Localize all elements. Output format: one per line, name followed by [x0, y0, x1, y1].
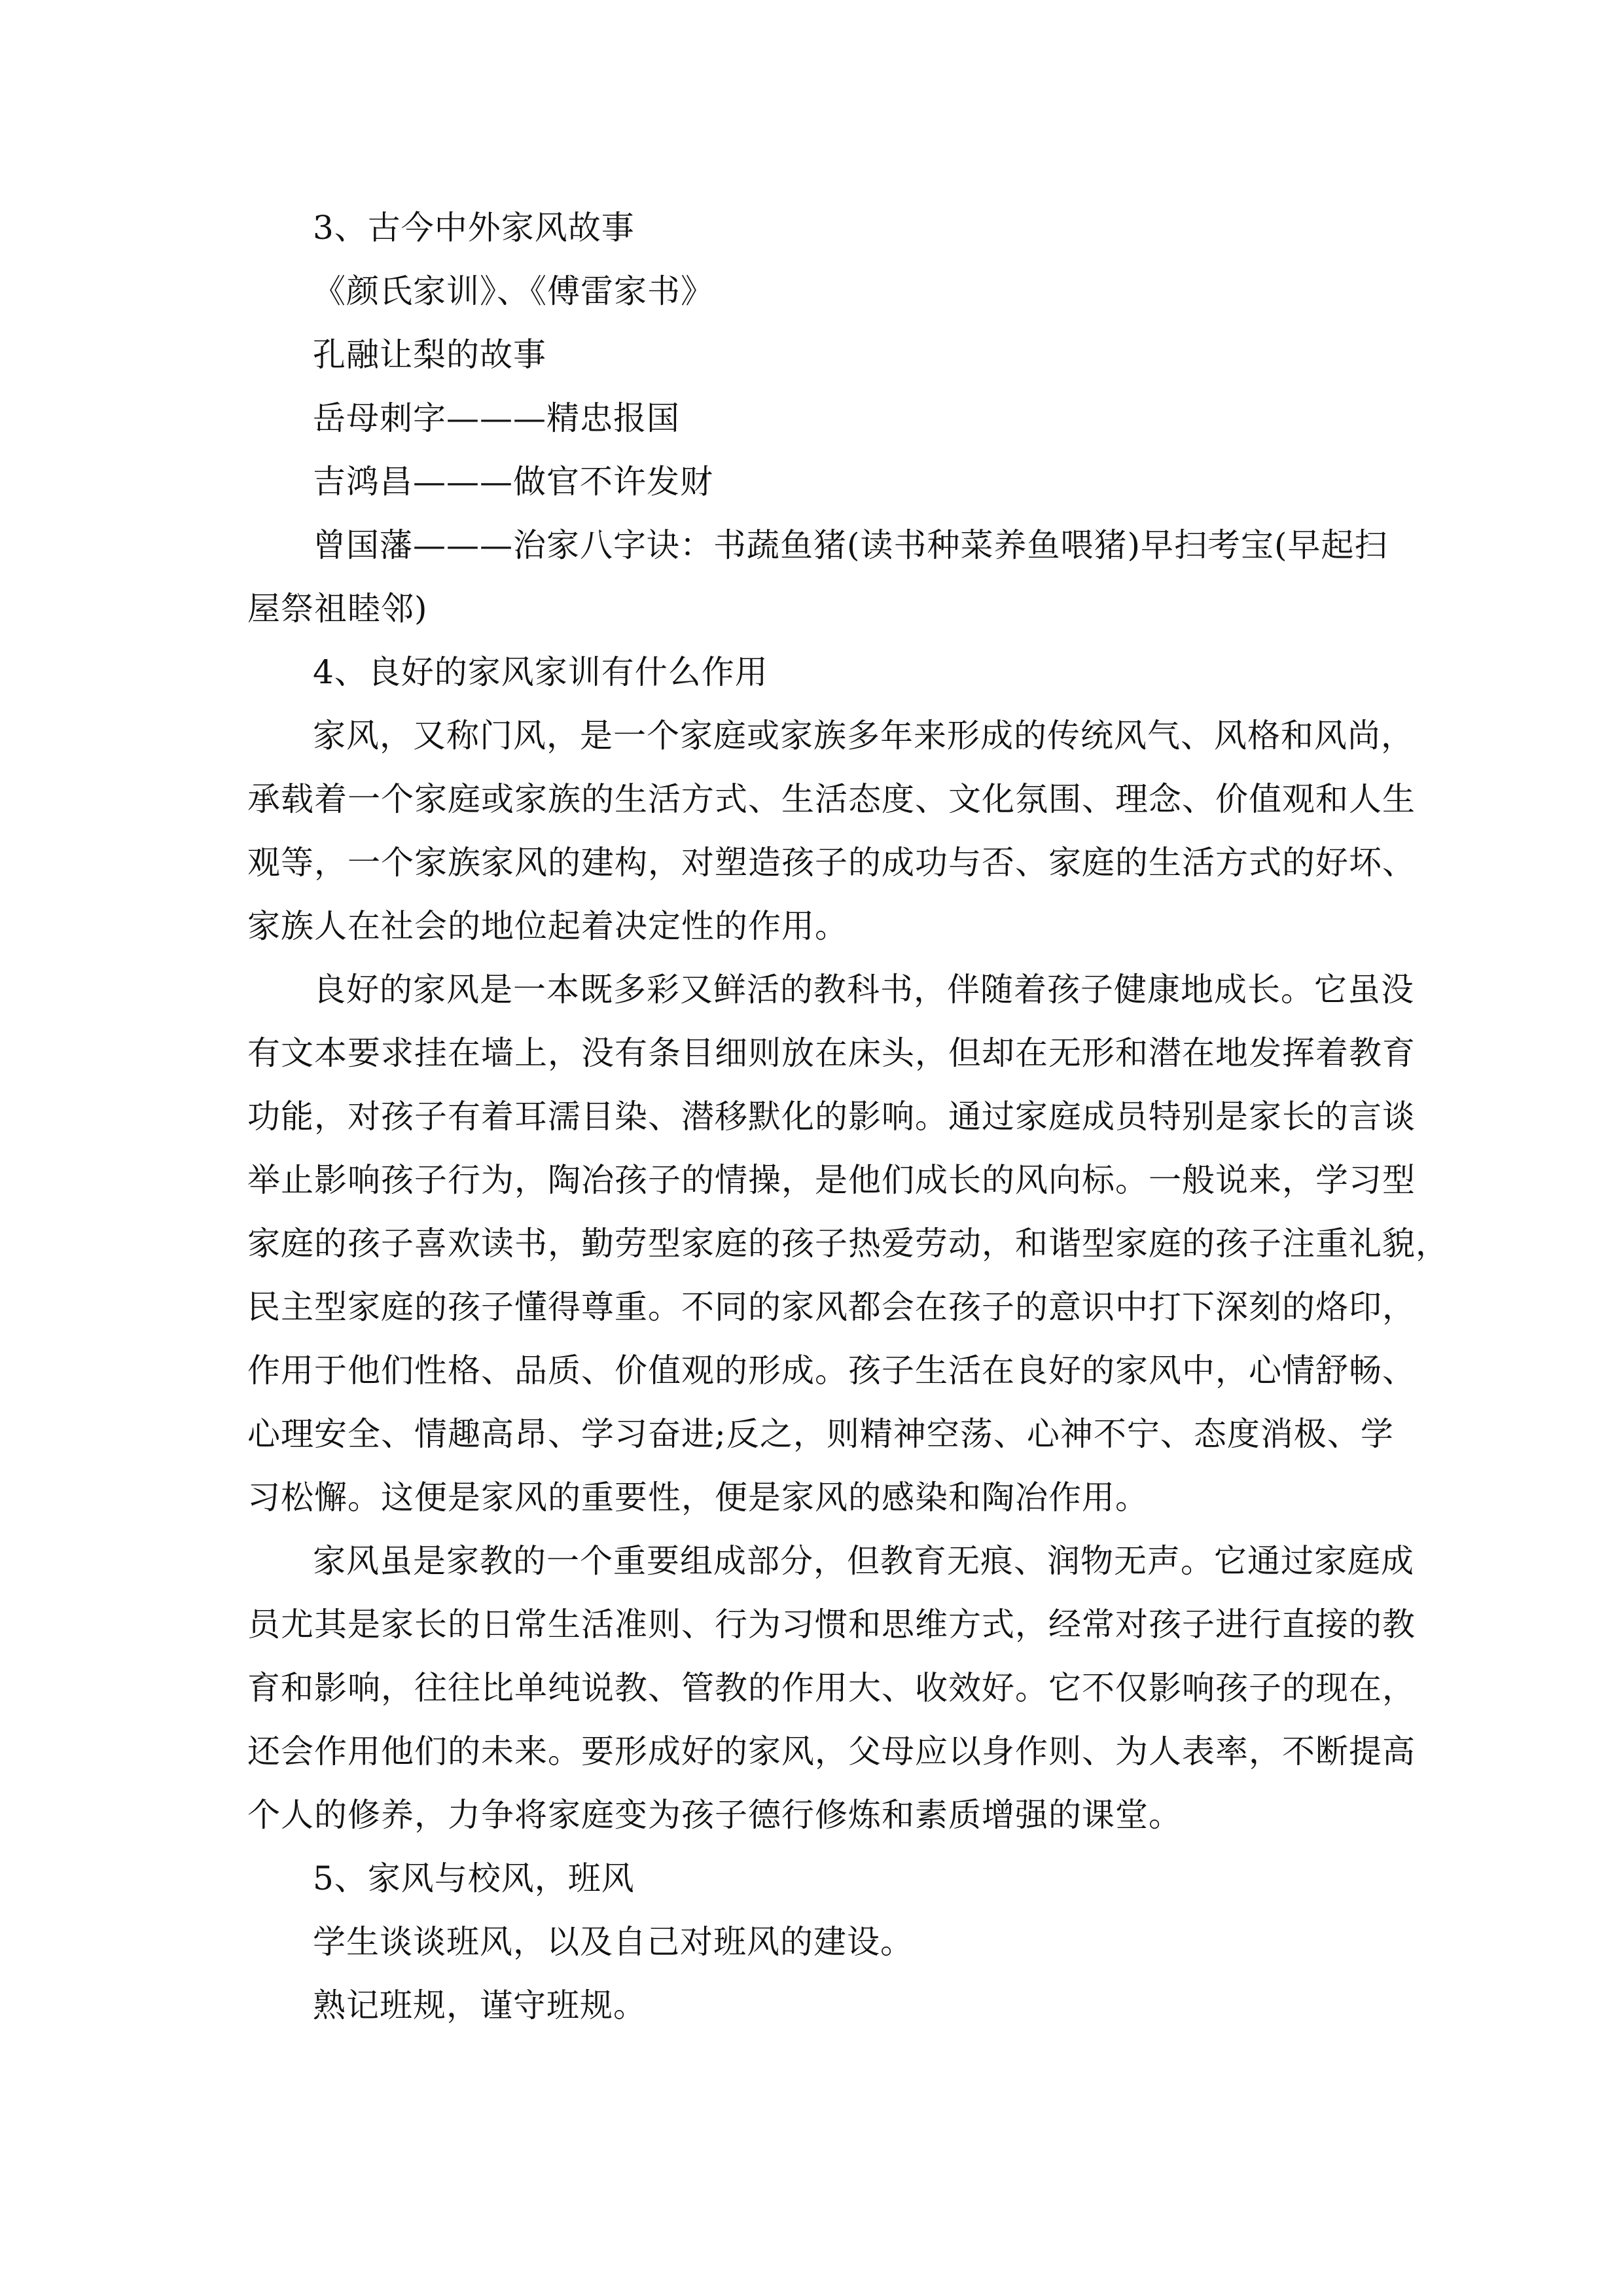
story-item-zeng-guofan-line-1: 曾国藩———治家八字诀：书蔬鱼猪(读书种菜养鱼喂猪)早扫考宝(早起扫: [313, 526, 1388, 564]
paragraph-3-line: 员尤其是家长的日常生活准则、行为习惯和思维方式，经常对孩子进行直接的教: [247, 1605, 1416, 1643]
section-3-heading: 3、古今中外家风故事: [313, 209, 635, 247]
paragraph-1-line: 家风，又称门风，是一个家庭或家族多年来形成的传统风气、风格和风尚，: [313, 717, 1414, 755]
story-item-ji-hongchang: 吉鸿昌———做官不许发财: [313, 463, 713, 501]
paragraph-1-line: 承载着一个家庭或家族的生活方式、生活态度、文化氛围、理念、价值观和人生: [247, 780, 1416, 818]
paragraph-2-line: 功能，对孩子有着耳濡目染、潜移默化的影响。通过家庭成员特别是家长的言谈: [247, 1098, 1416, 1136]
section-4-heading: 4、良好的家风家训有什么作用: [313, 653, 768, 691]
paragraph-2-line: 举止影响孩子行为，陶冶孩子的情操，是他们成长的风向标。一般说来，学习型: [247, 1161, 1416, 1199]
story-item-kong-rong: 孔融让梨的故事: [313, 336, 546, 374]
paragraph-2-line: 良好的家风是一本既多彩又鲜活的教科书，伴随着孩子健康地成长。它虽没: [313, 971, 1414, 1009]
paragraph-1-line: 观等，一个家族家风的建构，对塑造孩子的成功与否、家庭的生活方式的好坏、: [247, 844, 1416, 882]
class-rules-item: 熟记班规，谨守班规。: [313, 1986, 647, 2024]
section-5-heading: 5、家风与校风，班风: [313, 1859, 635, 1897]
story-item-yue-mu: 岳母刺字———精忠报国: [313, 399, 680, 437]
class-style-item: 学生谈谈班风，以及自己对班风的建设。: [313, 1923, 914, 1961]
paragraph-3-line: 个人的修养，力争将家庭变为孩子德行修炼和素质增强的课堂。: [247, 1796, 1182, 1834]
paragraph-3-line: 育和影响，往往比单纯说教、管教的作用大、收效好。它不仅影响孩子的现在，: [247, 1669, 1416, 1707]
paragraph-3-line: 还会作用他们的未来。要形成好的家风，父母应以身作则、为人表率，不断提高: [247, 1732, 1416, 1770]
paragraph-2-line: 心理安全、情趣高昂、学习奋进;反之，则精神空荡、心神不宁、态度消极、学: [247, 1415, 1394, 1453]
paragraph-2-line: 民主型家庭的孩子懂得尊重。不同的家风都会在孩子的意识中打下深刻的烙印，: [247, 1288, 1416, 1326]
document-body: [247, 196, 1449, 2037]
story-item-zeng-guofan-line-2: 屋祭祖睦邻): [247, 590, 428, 628]
story-item-yan-fu: 《颜氏家训》、《傅雷家书》: [313, 272, 714, 310]
paragraph-2-line: 有文本要求挂在墙上，没有条目细则放在床头，但却在无形和潜在地发挥着教育: [247, 1034, 1416, 1072]
paragraph-2-line: 作用于他们性格、品质、价值观的形成。孩子生活在良好的家风中，心情舒畅、: [247, 1352, 1416, 1390]
paragraph-2-line: 家庭的孩子喜欢读书，勤劳型家庭的孩子热爱劳动，和谐型家庭的孩子注重礼貌，: [247, 1225, 1449, 1263]
paragraph-1-line: 家族人在社会的地位起着决定性的作用。: [247, 907, 848, 945]
paragraph-2-line: 习松懈。这便是家风的重要性，便是家风的感染和陶冶作用。: [247, 1479, 1149, 1516]
paragraph-3-line: 家风虽是家教的一个重要组成部分，但教育无痕、润物无声。它通过家庭成: [313, 1542, 1414, 1580]
